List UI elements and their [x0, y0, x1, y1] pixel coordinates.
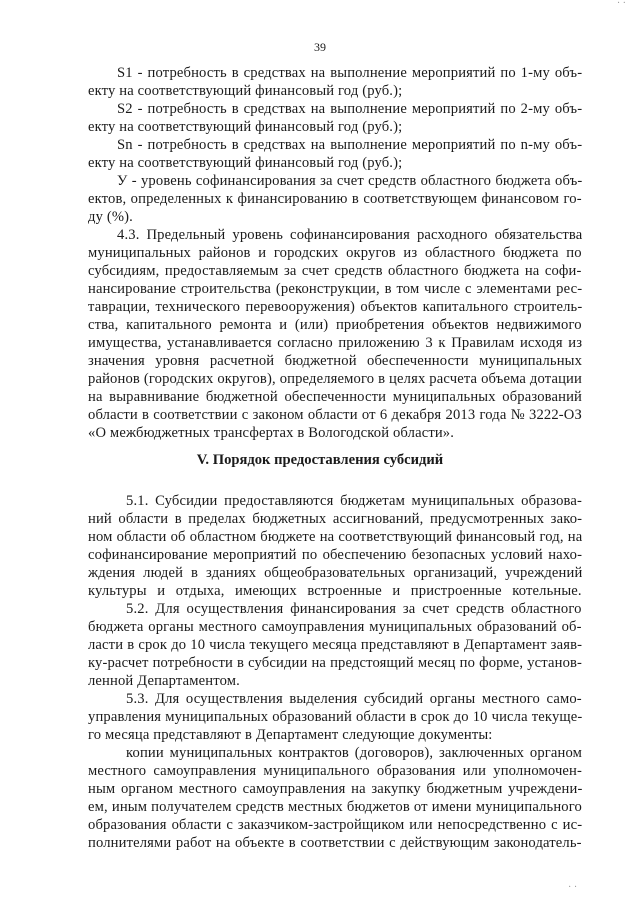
text-line: 5.1. Субсидии предоставляются бюджетам муниципальных образова-	[126, 493, 582, 509]
text-line: бюджета органы местного самоуправления муниципальных образований об-	[88, 619, 582, 635]
text-line: софинансирование мероприятий по обеспечению безопасных условий нахо-	[88, 547, 583, 563]
text-line: нансирование строительства (реконструкции, в том числе с элементами рес-	[88, 281, 583, 297]
text-line: управления муниципальных образований области в срок до 10 числа текуще-	[88, 709, 583, 725]
text-line: екту на соответствующий финансовый год (руб.);	[88, 83, 403, 99]
scan-mark: · ·	[616, 0, 626, 9]
text-line: значения уровня расчетной бюджетной обеспеченности муниципальных	[88, 353, 583, 369]
text-line: ду (%).	[88, 209, 133, 225]
text-line: ку-расчет потребности в субсидии на предстоящий месяц по форме, установ-	[88, 655, 583, 671]
text-line: области в соответствии с законом области от 6 декабря 2013 года № 3222-ОЗ	[88, 407, 582, 423]
text-line: районов (городских округов), определяемого в целях расчета объема дотации	[88, 371, 582, 387]
text-line: екту на соответствующий финансовый год (руб.);	[88, 119, 403, 135]
section-heading: V. Порядок предоставления субсидий	[196, 452, 444, 468]
text-line: ным органом местного самоуправления на закупку бюджетным учреждени-	[88, 781, 583, 797]
text-line: ний области в пределах бюджетных ассигнований, предусмотренных зако-	[88, 511, 583, 527]
text-line: ном области об областном бюджете на соответствующий финансовый год, на	[88, 529, 583, 545]
text-line: ласти в срок до 10 числа текущего месяца представляют в Департамент заяв-	[88, 637, 583, 653]
text-line: 5.2. Для осуществления финансирования за счет средств областного	[126, 601, 582, 617]
text-line: муниципальных районов и городских округов из областного бюджета по	[88, 245, 582, 261]
text-line: копии муниципальных контрактов (договоров), заключенных органом	[126, 745, 583, 761]
text-line: ждения людей в зданиях общеобразовательных организаций, учреждений	[88, 565, 583, 581]
text-line: на выравнивание бюджетной обеспеченности муниципальных образований	[88, 389, 583, 405]
text-line: ства, капитального ремонта и (или) приобретения объектов недвижимого	[88, 317, 582, 333]
text-line: субсидиям, предоставляемым за счет средств областного бюджета на софи-	[88, 263, 582, 279]
page-number: 39	[314, 40, 326, 54]
text-line: культуры и отдыха, имеющих встроенные и пристроенные котельные.	[88, 583, 582, 599]
text-line: го месяца представляют в Департамент следующие документы:	[88, 727, 493, 743]
text-line: 4.3. Предельный уровень софинансирования расходного обязательства	[117, 227, 583, 243]
text-line: «О межбюджетных трансфертах в Вологодской области».	[88, 425, 455, 441]
text-line: ем, иным получателем средств местных бюджетов от имени муниципального	[88, 799, 582, 815]
scan-mark: · ·	[568, 882, 578, 893]
text-line: полнителями работ на объекте в соответствии с действующим законодатель-	[88, 835, 582, 851]
text-line: S1 - потребность в средствах на выполнение мероприятий по 1-му объ-	[117, 65, 583, 81]
text-line: образования области с заказчиком-застройщиком или непосредственно с ис-	[88, 817, 583, 833]
text-line: У - уровень софинансирования за счет средств областного бюджета объ-	[117, 173, 583, 189]
text-line: местного самоуправления муниципального образования или уполномочен-	[88, 763, 583, 779]
text-line: екту на соответствующий финансовый год (руб.);	[88, 155, 403, 171]
text-line: Sn - потребность в средствах на выполнение мероприятий по n-му объ-	[117, 137, 583, 153]
text-line: ленной Департаментом.	[88, 673, 240, 689]
text-line: 5.3. Для осуществления выделения субсидий органы местного само-	[126, 691, 582, 707]
text-line: имущества, устанавливается согласно приложению 3 к Правилам исходя из	[88, 335, 583, 351]
text-line: ектов, определенных к финансированию в соответствующем финансовом го-	[88, 191, 582, 207]
text-line: S2 - потребность в средствах на выполнение мероприятий по 2-му объ-	[117, 101, 583, 117]
text-line: таврации, технического перевооружения) объектов капитального строитель-	[88, 299, 583, 315]
